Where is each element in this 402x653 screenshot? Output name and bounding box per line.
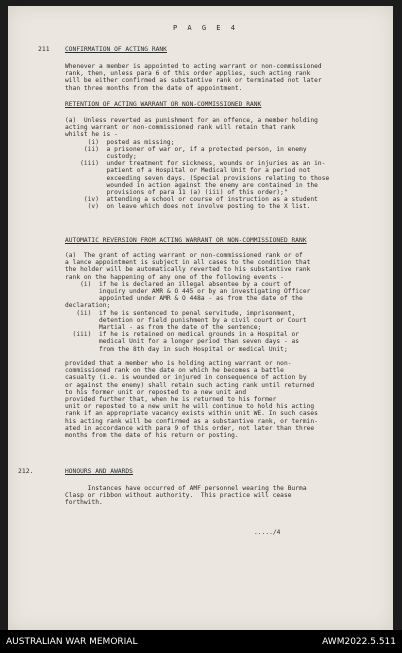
text-line: detention or field punishment by a civil court or Court (65, 316, 307, 324)
text-line: wounded in action against the enemy are contained in the (65, 181, 318, 189)
text-line: to his former unit or reposted to a new unit and (65, 388, 247, 396)
text-line: (a) Unless reverted as punishment for an offence, a member holding (65, 117, 318, 124)
text-line: (iv) attending a school or course of instruction as a student (65, 196, 318, 204)
section-211-number: 211 (38, 45, 50, 53)
text-line: (i) posted as missing; (65, 138, 175, 146)
text-line: (v) on leave which does not involve posting to the X list. (65, 203, 311, 211)
text-line (65, 353, 318, 360)
reversion-body (65, 252, 318, 439)
reversion-heading: AUTOMATIC REVERSION FROM ACTING WARRANT OR NON-COMMISSIONED RANK (65, 237, 307, 244)
section-211-body (65, 63, 322, 92)
text-line: acting warrant or non-commissioned rank will retain that rank (65, 124, 296, 132)
section-211-heading: CONFIRMATION OF ACTING RANK (65, 46, 167, 53)
text-line: will be either confirmed as substantive rank or terminated not later (65, 77, 322, 85)
section-212-body (65, 485, 307, 507)
text-line: or against the enemy) shall retain such acting rank until returned (65, 381, 315, 389)
text-line: (iii) under treatment for sickness, wounds or injuries as an in- (65, 160, 326, 168)
text-line: custody; (65, 153, 137, 161)
text-line: (a) The grant of acting warrant or non-commissioned rank or of (65, 252, 303, 259)
continuation-mark: ...../4 (254, 529, 281, 536)
text-line: (i) if he is declared an illegal absentee by a court of (65, 280, 292, 288)
archive-footer (0, 630, 402, 653)
retention-heading: RETENTION OF ACTING WARRANT OR NON-COMMISSIONED RANK (65, 101, 262, 108)
text-line: appointed under AMR & O 448a - as from the date of the (65, 295, 303, 303)
text-line: declaration; (65, 302, 111, 310)
text-line: the holder will be automatically reverted to his substantive rank (65, 266, 311, 274)
text-line: provisions of para 11 (a) (iii) of this order);" (65, 189, 288, 197)
text-line: inquiry under AMR & O 445 or by an investigating Officer (65, 288, 311, 296)
text-line: commissioned rank on the date on which he becomes a battle (65, 367, 284, 375)
text-line: exceeding seven days. (Special provisions relating to those (65, 174, 330, 182)
text-line: his acting rank will be confirmed as a substantive rank, or termin- (65, 417, 318, 425)
text-line: medical Unit for a longer period than seven days - as (65, 338, 300, 346)
text-line: rank, then, unless para 6 of this order applies, such acting rank (65, 70, 311, 78)
text-line: whilst he is - (65, 131, 118, 139)
section-212-number: 212. (18, 467, 34, 475)
footer-institution: AUSTRALIAN WAR MEMORIAL (6, 637, 138, 647)
text-line: forthwith. (65, 499, 103, 507)
text-line: provided further that, when he is returned to his former (65, 396, 277, 404)
text-line: a lance appointment is subject in all cases to the condition that (65, 259, 311, 267)
text-line: from the 8th day in such Hospital or medical Unit; (65, 345, 288, 353)
text-line: (ii) if he is sentenced to penal servitude, imprisonment, (65, 309, 296, 317)
text-line: (ii) a prisoner of war or, if a protected person, in enemy (65, 145, 307, 153)
retention-body (65, 117, 329, 211)
section-212-heading: HONOURS AND AWARDS (65, 468, 133, 475)
text-line: (iii) if he is retained on medical grounds in a Hospital or (65, 331, 300, 339)
text-line: casualty (i.e. is wounded or injured in consequence of action by (65, 374, 307, 382)
text-line: unit or reposted to a new unit he will continue to hold his acting (65, 403, 315, 411)
text-line: months from the date of his return or posting. (65, 432, 239, 440)
text-line: Whenever a member is appointed to acting warrant or non-commissioned (65, 63, 322, 70)
text-line: Clasp or ribbon without authority. This practice will cease (65, 492, 292, 500)
text-line: provided that a member who is holding acting warrant or non- (65, 360, 292, 368)
text-line: rank if an appropriate vacancy exists within unit WE. In such cases (65, 410, 318, 418)
text-line: than three months from the date of appointment. (65, 84, 243, 92)
text-line: ated in accordance with para 9 of this order, not later than three (65, 424, 315, 432)
page-heading: P A G E 4 (173, 24, 238, 32)
text-line: patient of a Hospital or Medical Unit for a period not (65, 167, 311, 175)
text-line: Instances have occurred of AMF personnel wearing the Burma (65, 485, 307, 492)
text-line: Martial - as from the date of the sentence; (65, 324, 262, 332)
footer-accession-id: AWM2022.5.511 (322, 637, 396, 647)
document-page (8, 6, 393, 630)
text-line: rank on the happening of any one of the following events - (65, 273, 284, 281)
